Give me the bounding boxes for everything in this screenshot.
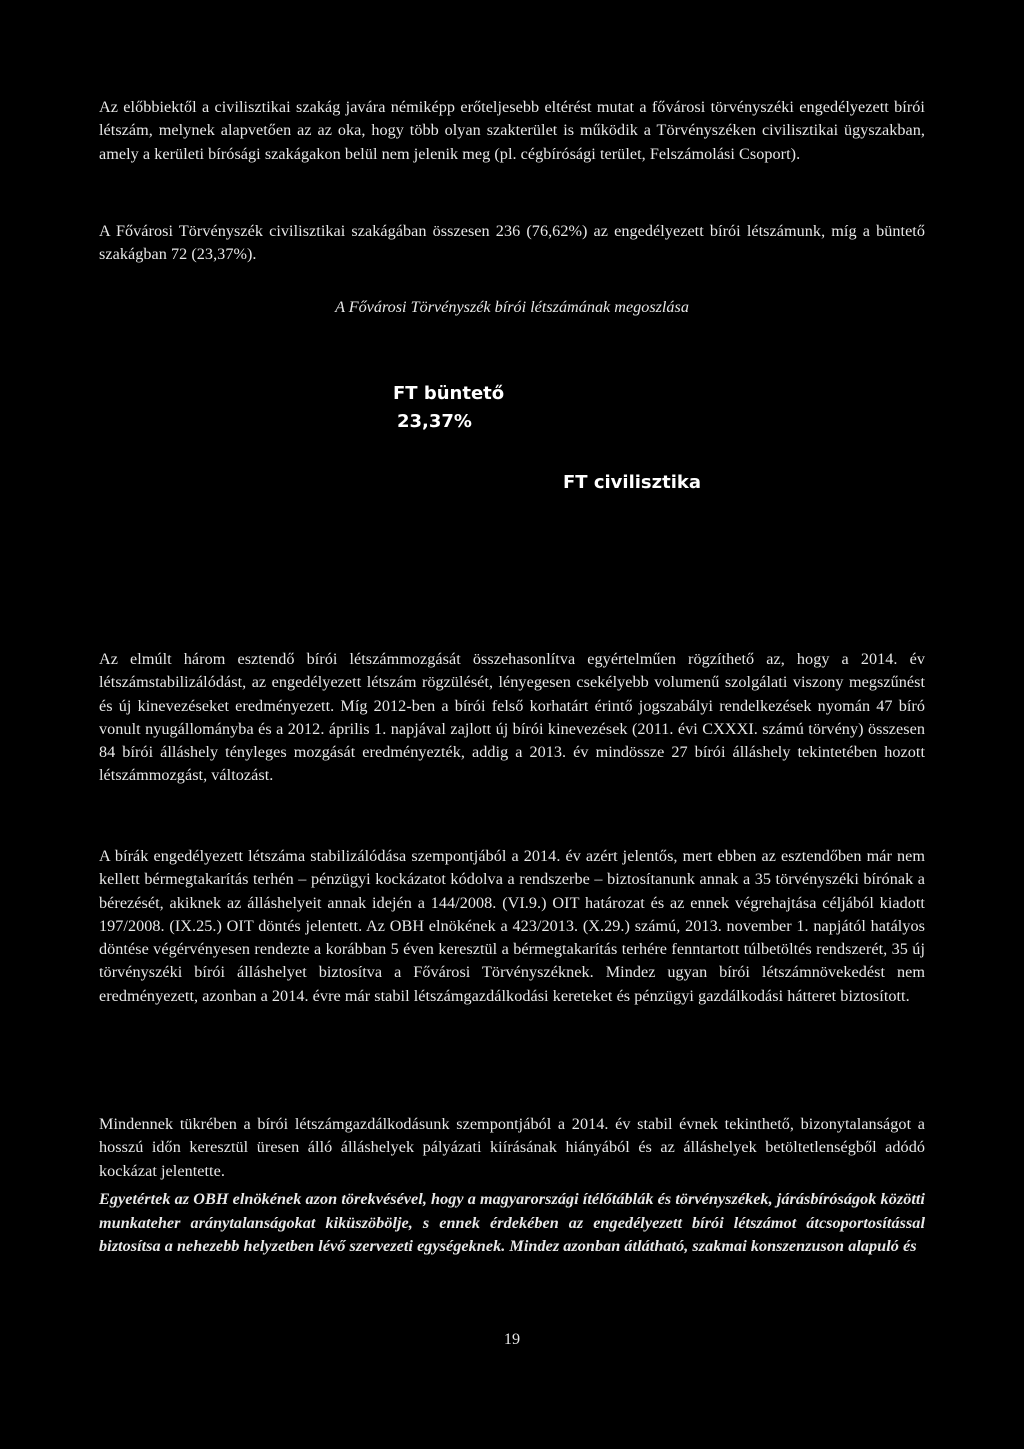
paragraph-headcount-split: A Fővárosi Törvényszék civilisztikai szakágában összesen 236 (76,62%) az engedélyezett bírói létszámunk, míg a büntető szakágban 72 (23,37%). xyxy=(99,222,925,264)
paragraph-stabilization: A bírák engedélyezett létszáma stabilizálódása szempontjából a 2014. év azért jelentős, mert ebben az esztendőben már nem kellett bérmegtakarítás terhén – pénzügyi kockázatot kódolva a rendszerbe – biztosítanunk annak a 35 törvényszéki bírónak a bérezését, akiknek az álláshelyeit annak idején a 144/2008. (VI.9.) OIT határozat és az ennek végrehajtása céljából kiadott 197/2008. (IX.25.) OIT döntés jelentett. Az OBH elnökének a 423/2013. (X.29.) számú, 2013. november 1. napjától hatályos döntése végérvényesen rendezte a korábban 5 éven keresztül a bérmegtakarítás terhére fenntartott túlbetöltés rendszerét, 35 új törvényszéki bírói álláshelyet biztosítva a Fővárosi Törvényszéknek. Mindez ugyan bírói létszámnövekedést nem eredményezett, azonban a 2014. évre már stabil létszámgazdálkodási kereteket és pénzügyi gazdálkodási hátteret biztosított. xyxy=(99,847,925,1005)
slice-value-buntet: 23,37% xyxy=(397,411,472,432)
paragraph-headcount-movement: Az elmúlt három esztendő bírói létszámmozgását összehasonlítva egyértelműen rögzíthető az, hogy a 2014. év létszámstabilizálódást, az engedélyezett létszám rögzülését, lényegesen csekélyebb volumenű szolgálati viszony megszűnést és új kinevezéseket eredményezett. Míg 2012-ben a bírói felső korhatárt érintő jogszabályi rendelkezések nyomán 47 bíró vonult nyugállományba és a 2012. április 1. napjával zajlott új bírói kinevezések (2011. évi CXXXI. számú törvény) összesen 84 bírói álláshely tényleges mozgását eredményezték, addig a 2013. év mindössze 27 bírói álláshely tekintetében hozott létszámmozgást, változást. xyxy=(99,650,925,785)
slice-label-civilisztika: FT civilisztika xyxy=(563,472,702,493)
pie-chart xyxy=(99,330,925,630)
paragraph-agreement-emphasis: Egyetértek az OBH elnökének azon törekvésével, hogy a magyarországi ítélőtáblák és törvényszékek, járásbíróságok közötti munkateher aránytalanságokat kiküszöbölje, s ennek érdekében az engedélyezett bírói létszámot átcsoportosítással biztosítsa a nehezebb helyzetben lévő szervezeti egységeknek. Mindez azonban átlátható, szakmai konszenzuson alapuló és xyxy=(99,1190,925,1256)
page-number: 19 xyxy=(503,1330,521,1348)
chart-title: A Fővárosi Törvényszék bírói létszámának megoszlása xyxy=(335,298,689,316)
paragraph-civil-difference: Az előbbiektől a civilisztikai szakág javára némiképp erőteljesebb eltérést mutat a fővárosi törvényszéki engedélyezett bírói létszám, melynek alapvetően az az oka, hogy több olyan szakterület is működik a Törvényszéken civilisztikai ügyszakban, amely a kerületi bírósági szakágakon belül nem jelenik meg (pl. cégbírósági terület, Felszámolási Csoport). xyxy=(99,98,925,163)
paragraph-stable-year: Mindennek tükrében a bírói létszámgazdálkodásunk szempontjából a 2014. év stabil évnek tekinthető, bizonytalanságot a hosszú időn keresztül üresen álló álláshelyek pályázati kiírásának hiányából és az álláshelyek betöltetlenségből adódó kockázat jelentette. xyxy=(99,1115,925,1180)
pie-chart-svg xyxy=(99,330,925,630)
slice-label-buntet: FT büntető xyxy=(393,383,505,404)
pie-slice-buntet xyxy=(512,360,631,480)
